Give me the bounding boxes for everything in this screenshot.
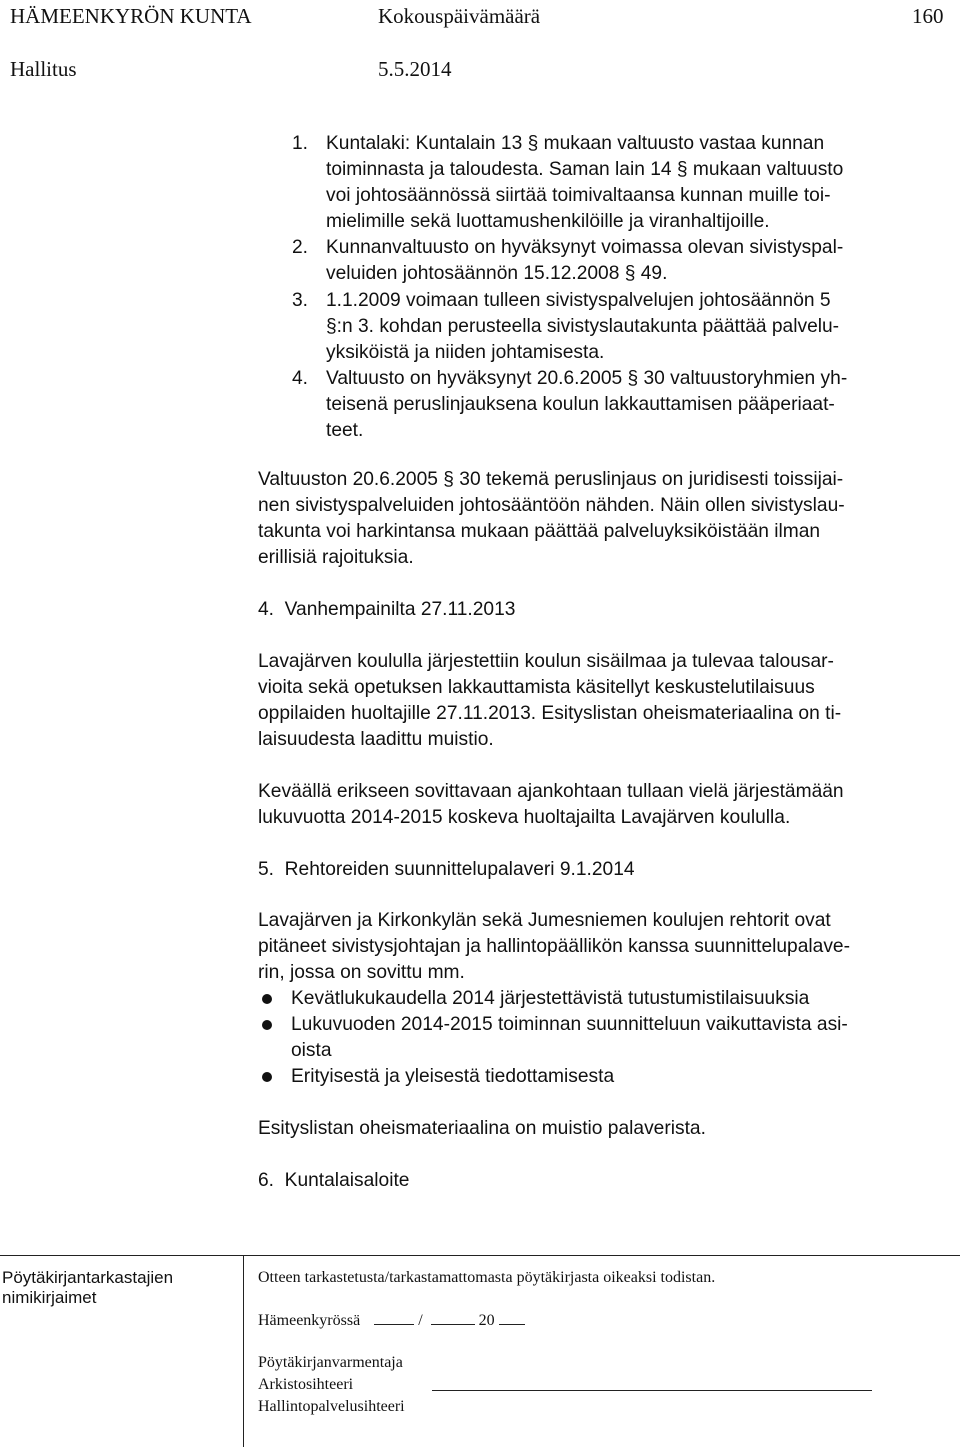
paragraph-line: Valtuuston 20.6.2005 § 30 tekemä peruslinjaus on juridisesti toissijai- bbox=[258, 469, 844, 490]
item3-line: §:n 3. kohdan perusteella sivistyslautakunta päättää palvelu- bbox=[326, 316, 840, 337]
item4-line: teisenä peruslinjauksena koulun lakkauttamisen pääperiaat- bbox=[326, 394, 835, 415]
item1-number: 1. bbox=[292, 133, 309, 154]
section-heading: 6. Kuntalaisaloite bbox=[258, 1170, 410, 1191]
signer-role: Hallintopalvelusihteeri bbox=[258, 1398, 405, 1415]
paragraph-line: Lavajärven koululla järjestettiin koulun sisäilmaa ja tulevaa talousar- bbox=[258, 651, 834, 672]
paragraph-line: vioita sekä opetuksen lakkauttamista käsitellyt keskustelutilaisuus bbox=[258, 677, 815, 698]
signature-footer bbox=[0, 1255, 960, 1453]
item2-line: Kunnanvaltuusto on hyväksynyt voimassa olevan sivistyspal- bbox=[326, 237, 844, 258]
bullet-item: Lukuvuoden 2014-2015 toiminnan suunnitteluun vaikuttavista asi- bbox=[291, 1014, 848, 1035]
paragraph-line: lukuvuotta 2014-2015 koskeva huoltajailta Lavajärven koululla. bbox=[258, 807, 791, 828]
paragraph-line: rin, jossa on sovittu mm. bbox=[258, 962, 465, 983]
date-slash: / bbox=[418, 1312, 423, 1329]
signature-line bbox=[432, 1390, 872, 1391]
paragraph-line: oppilaiden huoltajille 27.11.2013. Esityslistan oheismateriaalina on ti- bbox=[258, 703, 842, 724]
initials-label: nimikirjaimet bbox=[2, 1288, 97, 1307]
item2-number: 2. bbox=[292, 237, 309, 258]
item2-line: veluiden johtosäännön 15.12.2008 § 49. bbox=[326, 263, 668, 284]
signer-role: Arkistosihteeri bbox=[258, 1376, 354, 1393]
item1-line: voi johtosäännössä siirtää toimivaltaansa kunnan muille toi- bbox=[326, 185, 831, 206]
bullet-item: Erityisestä ja yleisestä tiedottamisesta bbox=[291, 1066, 615, 1087]
bullet-item: Kevätlukukaudella 2014 järjestettävistä tutustumistilaisuuksia bbox=[291, 988, 810, 1009]
bullet-item: oista bbox=[291, 1040, 332, 1061]
paragraph-line: Lavajärven ja Kirkonkylän sekä Jumesniemen koulujen rehtorit ovat bbox=[258, 910, 831, 931]
certification-statement: Otteen tarkastetusta/tarkastamattomasta pöytäkirjasta oikeaksi todistan. bbox=[258, 1269, 716, 1286]
section-heading: 5. Rehtoreiden suunnittelupalaveri 9.1.2014 bbox=[258, 859, 635, 880]
paragraph-line: nen sivistyspalveluiden johtosääntöön nähden. Näin ollen sivistyslau- bbox=[258, 495, 845, 516]
certification-box bbox=[244, 1255, 960, 1447]
item1-line: toiminnasta ja taloudesta. Saman lain 14 § mukaan valtuusto bbox=[326, 159, 844, 180]
meeting-date-label: Kokouspäivämäärä bbox=[378, 4, 541, 28]
signer-role: Pöytäkirjanvarmentaja bbox=[258, 1354, 403, 1371]
item4-number: 4. bbox=[292, 368, 309, 389]
bullet-icon bbox=[262, 1072, 272, 1082]
paragraph-line: takunta voi harkintansa mukaan päättää palveluyksiköistään ilman bbox=[258, 521, 821, 542]
initials-box bbox=[0, 1255, 244, 1447]
paragraph-line: laisuudesta laadittu muistio. bbox=[258, 729, 494, 750]
meeting-date: 5.5.2014 bbox=[378, 57, 452, 81]
section-heading: 4. Vanhempainilta 27.11.2013 bbox=[258, 599, 516, 620]
item1-line: mielimille sekä luottamushenkilöille ja viranhaltijoille. bbox=[326, 211, 770, 232]
paragraph-line: Esityslistan oheismateriaalina on muistio palaverista. bbox=[258, 1118, 706, 1139]
item1-line: Kuntalaki: Kuntalain 13 § mukaan valtuusto vastaa kunnan bbox=[326, 133, 825, 154]
item3-number: 3. bbox=[292, 290, 309, 311]
year-blank bbox=[499, 1310, 525, 1325]
item4-line: teet. bbox=[326, 420, 364, 441]
month-blank bbox=[431, 1310, 475, 1325]
committee-name: Hallitus bbox=[10, 57, 77, 81]
item3-line: 1.1.2009 voimaan tulleen sivistyspalvelujen johtosäännön 5 bbox=[326, 290, 831, 311]
municipality-name: HÄMEENKYRÖN KUNTA bbox=[10, 4, 252, 28]
paragraph-line: Keväällä erikseen sovittavaan ajankohtaan tullaan vielä järjestämään bbox=[258, 781, 844, 802]
bullet-icon bbox=[262, 1020, 272, 1030]
bullet-icon bbox=[262, 994, 272, 1004]
paragraph-line: pitäneet sivistysjohtajan ja hallintopäällikön kanssa suunnittelupalave- bbox=[258, 936, 850, 957]
item4-line: Valtuusto on hyväksynyt 20.6.2005 § 30 valtuustoryhmien yh- bbox=[326, 368, 848, 389]
place-name: Hämeenkyrössä bbox=[258, 1312, 361, 1329]
initials-label: Pöytäkirjantarkastajien bbox=[2, 1268, 174, 1287]
day-blank bbox=[374, 1310, 414, 1325]
page-number: 160 bbox=[912, 4, 944, 28]
paragraph-line: erillisiä rajoituksia. bbox=[258, 547, 414, 568]
place-date-line bbox=[258, 1310, 525, 1330]
item3-line: yksiköistä ja niiden johtamisesta. bbox=[326, 342, 605, 363]
year-prefix: 20 bbox=[478, 1312, 495, 1329]
